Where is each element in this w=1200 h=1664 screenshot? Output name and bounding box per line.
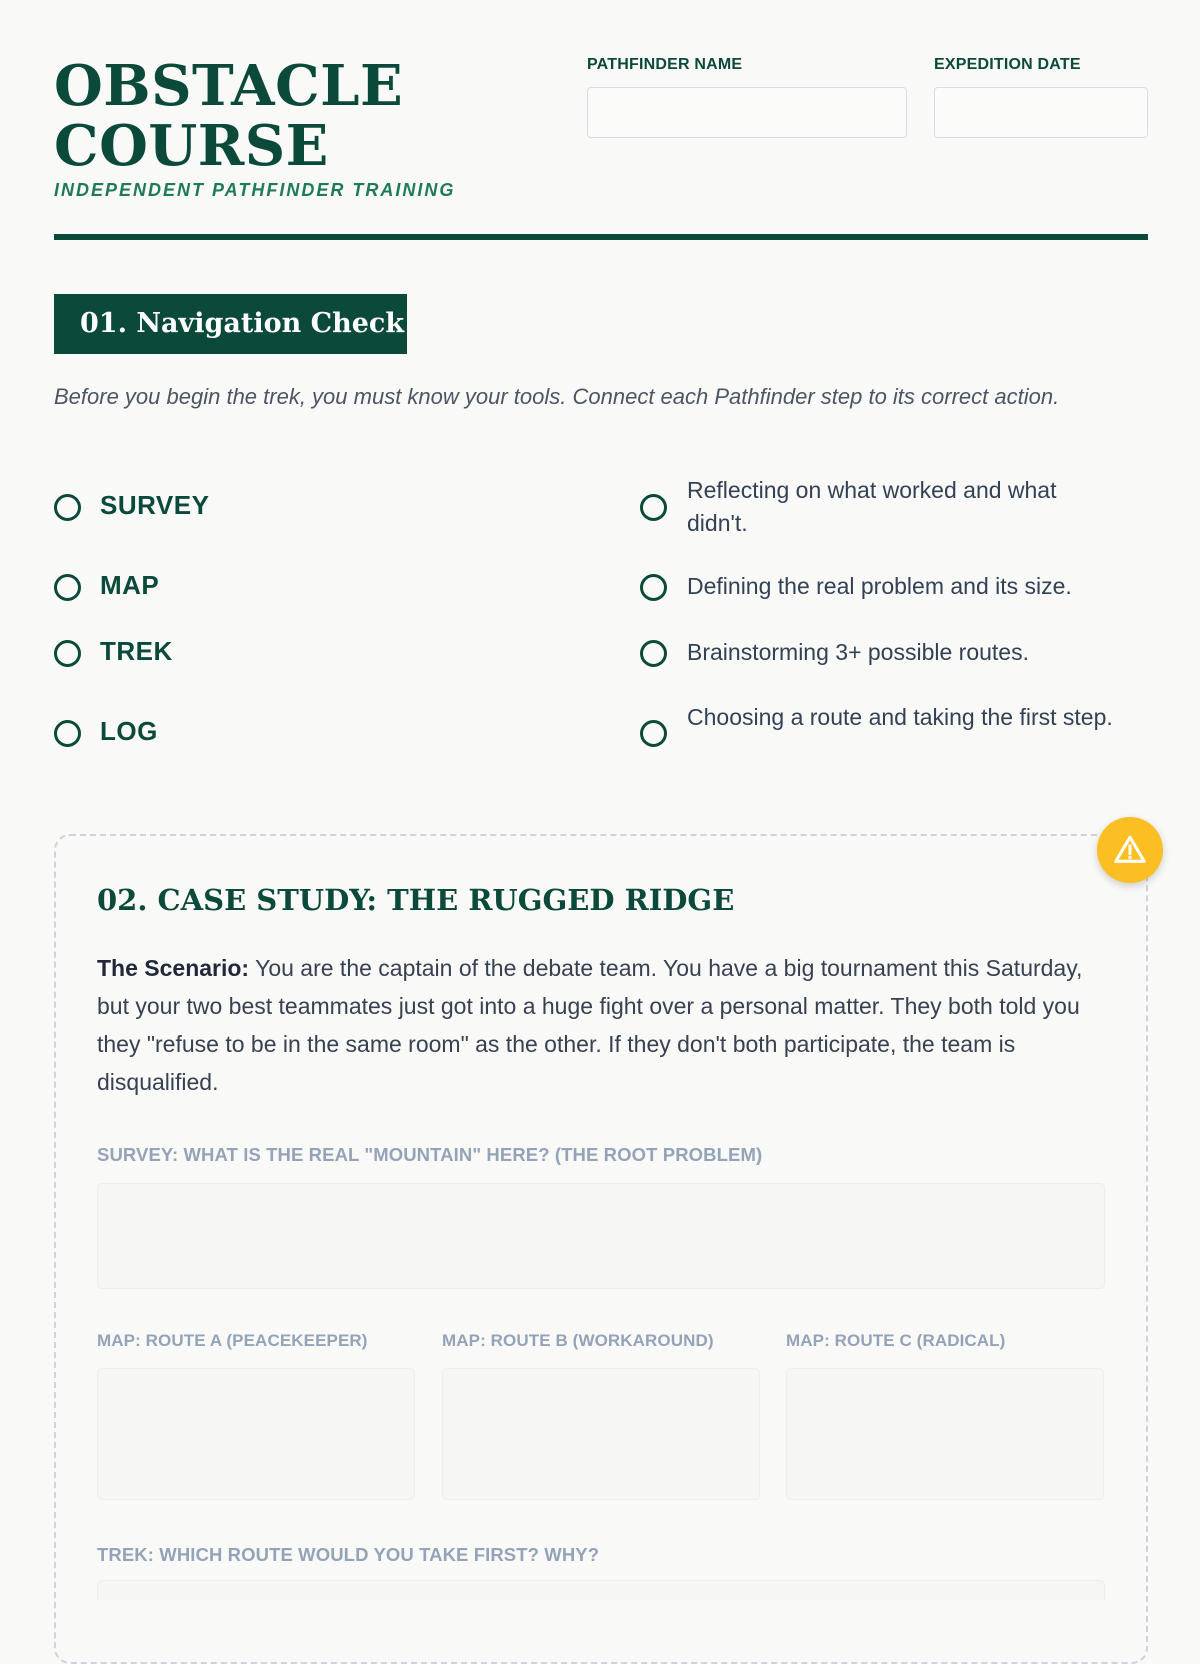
radio-description-1[interactable]: [640, 494, 667, 521]
warning-badge: [1097, 817, 1163, 883]
scenario-text: You are the captain of the debate team. You have a big tournament this Saturday, but your two best teammates just got into a huge fight over a personal matter. They both told you they "refuse to be in the same room" as the other. If they don't both participate, the team is disqualified.: [97, 955, 1083, 1095]
trek-answer-box[interactable]: [97, 1580, 1105, 1600]
description-4: Choosing a route and taking the first step.: [687, 704, 1113, 730]
route-a-label: MAP: ROUTE A (PEACEKEEPER): [97, 1331, 368, 1350]
description-3: Brainstorming 3+ possible routes.: [687, 639, 1029, 665]
survey-answer-box[interactable]: [97, 1183, 1105, 1289]
radio-survey[interactable]: [54, 494, 81, 521]
trek-question-label: TREK: WHICH ROUTE WOULD YOU TAKE FIRST? WHY?: [97, 1544, 600, 1565]
expedition-date-input[interactable]: [934, 87, 1148, 138]
pathfinder-name-label: PATHFINDER NAME: [587, 56, 743, 73]
section-1-intro: Before you begin the trek, you must know your tools. Connect each Pathfinder step to its correct action.: [54, 384, 1060, 409]
radio-trek[interactable]: [54, 640, 81, 667]
route-c-label: MAP: ROUTE C (RADICAL): [786, 1331, 1006, 1350]
scenario-paragraph: [97, 949, 1107, 1101]
header-divider: [54, 234, 1148, 240]
scenario-label: The Scenario:: [97, 955, 250, 981]
route-b-answer-box[interactable]: [442, 1368, 760, 1500]
term-log: LOG: [100, 716, 158, 746]
expedition-date-label: EXPEDITION DATE: [934, 56, 1081, 73]
radio-description-2[interactable]: [640, 574, 667, 601]
warning-icon: [1113, 833, 1147, 867]
survey-question-label: SURVEY: WHAT IS THE REAL "MOUNTAIN" HERE? (THE ROOT PROBLEM): [97, 1144, 763, 1165]
radio-log[interactable]: [54, 720, 81, 747]
term-map: MAP: [100, 570, 160, 600]
section-1-title: 01. Navigation Check: [54, 294, 407, 354]
title-line-1: OBSTACLE: [54, 53, 404, 119]
page-subtitle: INDEPENDENT PATHFINDER TRAINING: [54, 180, 456, 200]
term-trek: TREK: [100, 636, 173, 666]
section-2-title: 02. CASE STUDY: THE RUGGED RIDGE: [97, 883, 735, 917]
radio-description-4[interactable]: [640, 720, 667, 747]
radio-map[interactable]: [54, 574, 81, 601]
pathfinder-name-input[interactable]: [587, 87, 907, 138]
description-2: Defining the real problem and its size.: [687, 573, 1072, 599]
route-b-label: MAP: ROUTE B (WORKAROUND): [442, 1331, 714, 1350]
title-line-2: COURSE: [54, 113, 329, 179]
page-title: [54, 53, 404, 179]
term-survey: SURVEY: [100, 490, 210, 520]
description-1: Reflecting on what worked and what didn't.: [687, 477, 1057, 536]
radio-description-3[interactable]: [640, 640, 667, 667]
route-c-answer-box[interactable]: [786, 1368, 1104, 1500]
route-a-answer-box[interactable]: [97, 1368, 415, 1500]
